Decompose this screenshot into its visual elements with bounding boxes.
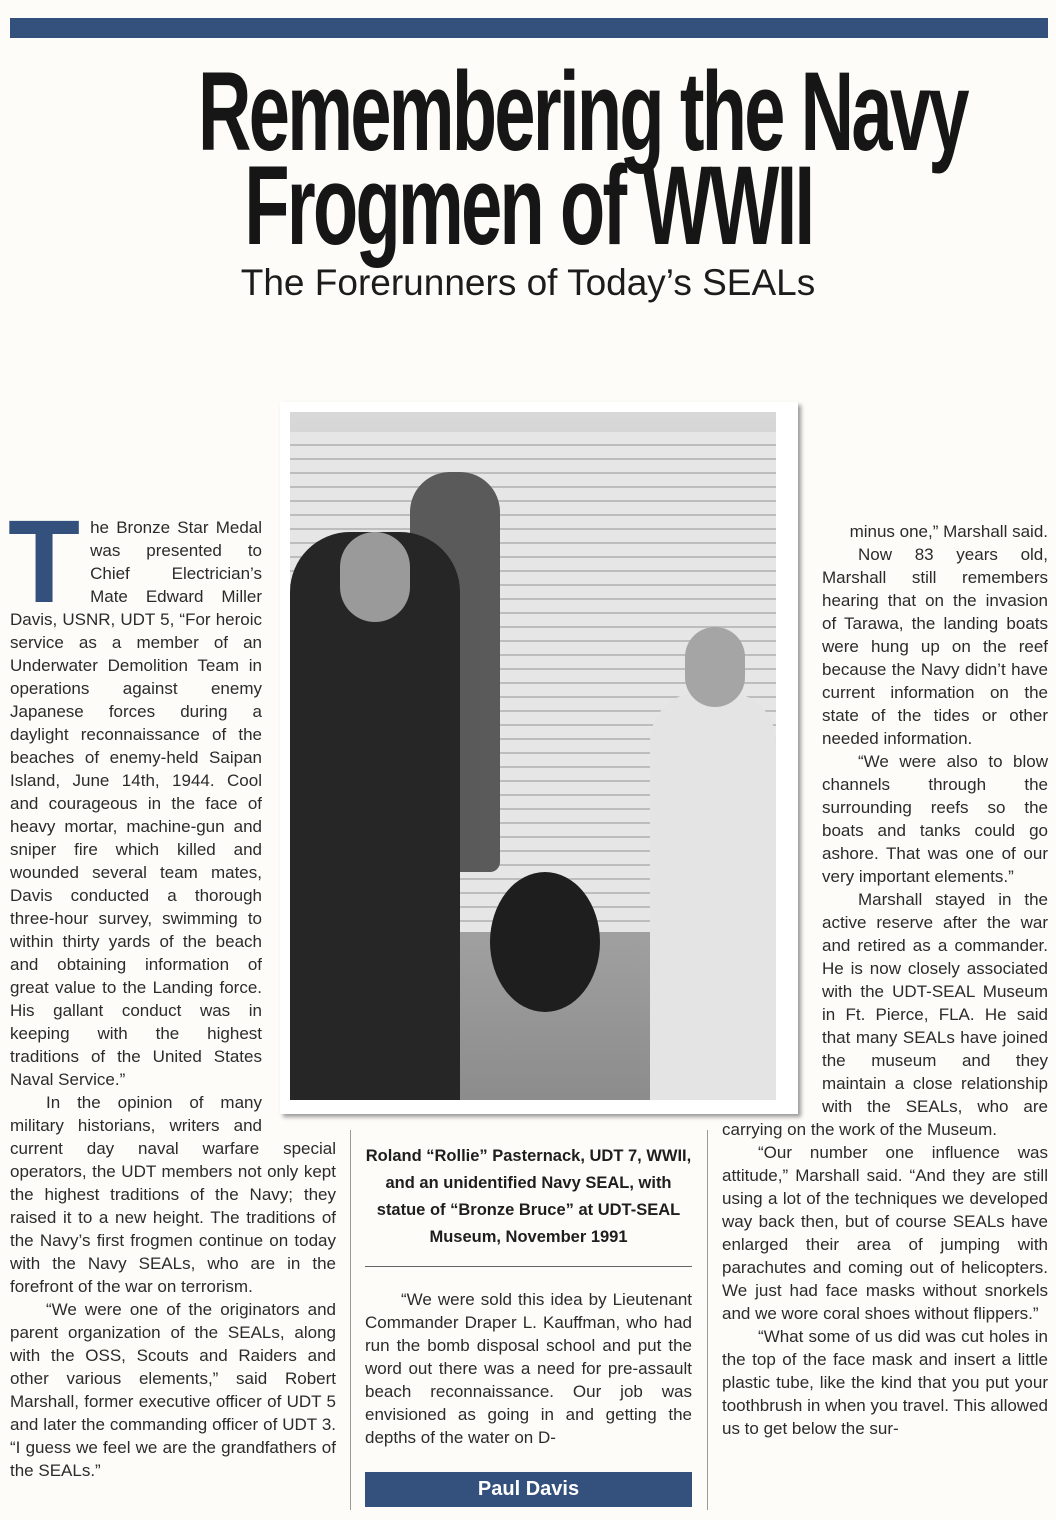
column-divider (707, 1130, 708, 1510)
photo-wreath (490, 872, 600, 1012)
headline-line-2: Frogmen of WWII (243, 143, 813, 268)
photo-seal-face (340, 532, 410, 622)
photo-caption: Roland “Rollie” Pasternack, UDT 7, WWII, and an unidentified Navy SEAL, with statue of “Bronze Bruce” at UDT-SEAL Museum, November 1991 (365, 1147, 692, 1246)
drop-cap: T (8, 496, 81, 628)
right-column: minus one,” Marshall said. Now 83 years old, Marshall still remembers hearing that on the invasion of Tarawa, the landing boats were hung up on the reef because the Navy didn’t have current information on the state of the tides or other needed information. “We were also to blow channels through the surrounding reefs so the boats and tanks could go ashore. That was one of our very important elements.” Marshall stayed in the active reserve after the war and retired as a commander. He is now closely associated with the UDT-SEAL Museum in Ft. Pierce, FLA. He said that many SEALs have joined the museum and they maintain a close relationship with the SEALs, who are carrying on the work of the Museum. “Our number one influence was attitude,” Marshall said. “And they are still using a lot of the techniques we developed way back then, but of course SEALs have enlarged their area of jumping with parachutes and coming out of helicopters. We just had face masks without snorkels and we wore coral shoes without flippers.” “What some of us did was cut holes in the top of the face mask and insert a little plastic tube, like the kind that you put your toothbrush in when you travel. This allowed us to get below the sur- (722, 522, 1048, 1438)
middle-column: “We were sold this idea by Lieutenant Commander Draper L. Kauffman, who had run the bomb disposal school and put the word out there was a need for pre-assault beach reconnaissance. Our job was envisioned as going in and getting the depths of the water on D- (365, 1290, 692, 1447)
caption-rule (365, 1266, 692, 1267)
header-color-bar (10, 18, 1048, 38)
byline: Paul Davis (365, 1472, 692, 1507)
article-photo (280, 402, 798, 1114)
column-divider (350, 1130, 351, 1510)
left-column: T he Bronze Star Medal was presented to Chief Electrician’s Mate Edward Miller Davis, USNR, UDT 5, “For heroic service as a member of an Underwater Demolition Team in operations against enemy Japanese forces during a daylight reconnaissance of the beaches of enemy-held Saipan Island, June 14th, 1944. Cool and courageous in the face of heavy mortar, machine-gun and sniper fire which killed and wounded several team mates, Davis conducted a thorough three-hour survey, swimming to within thirty yards of the beach and obtaining information of great value to the Landing force. His gallant conduct was in keeping with the highest traditions of the United States Naval Service.” In the opinion of many military historians, writers and current day naval warfare special operators, the UDT members not only kept the highest traditions of the Navy; they raised it to a new height. The traditions of the Navy’s first frogmen continue on today with the Navy SEALs, who are in the forefront of the war on terrorism. “We were one of the originators and parent organization of the SEALs, along with the OSS, Scouts and Raiders and other various elements,” said Robert Marshall, former executive officer of UDT 5 and later the commanding officer of UDT 3. “I guess we feel we are the grandfathers of the SEALs.” (8, 496, 336, 1480)
subtitle: The Forerunners of Today’s SEALs (240, 262, 816, 303)
headline-line-1: Remembering the Navy (198, 49, 967, 174)
